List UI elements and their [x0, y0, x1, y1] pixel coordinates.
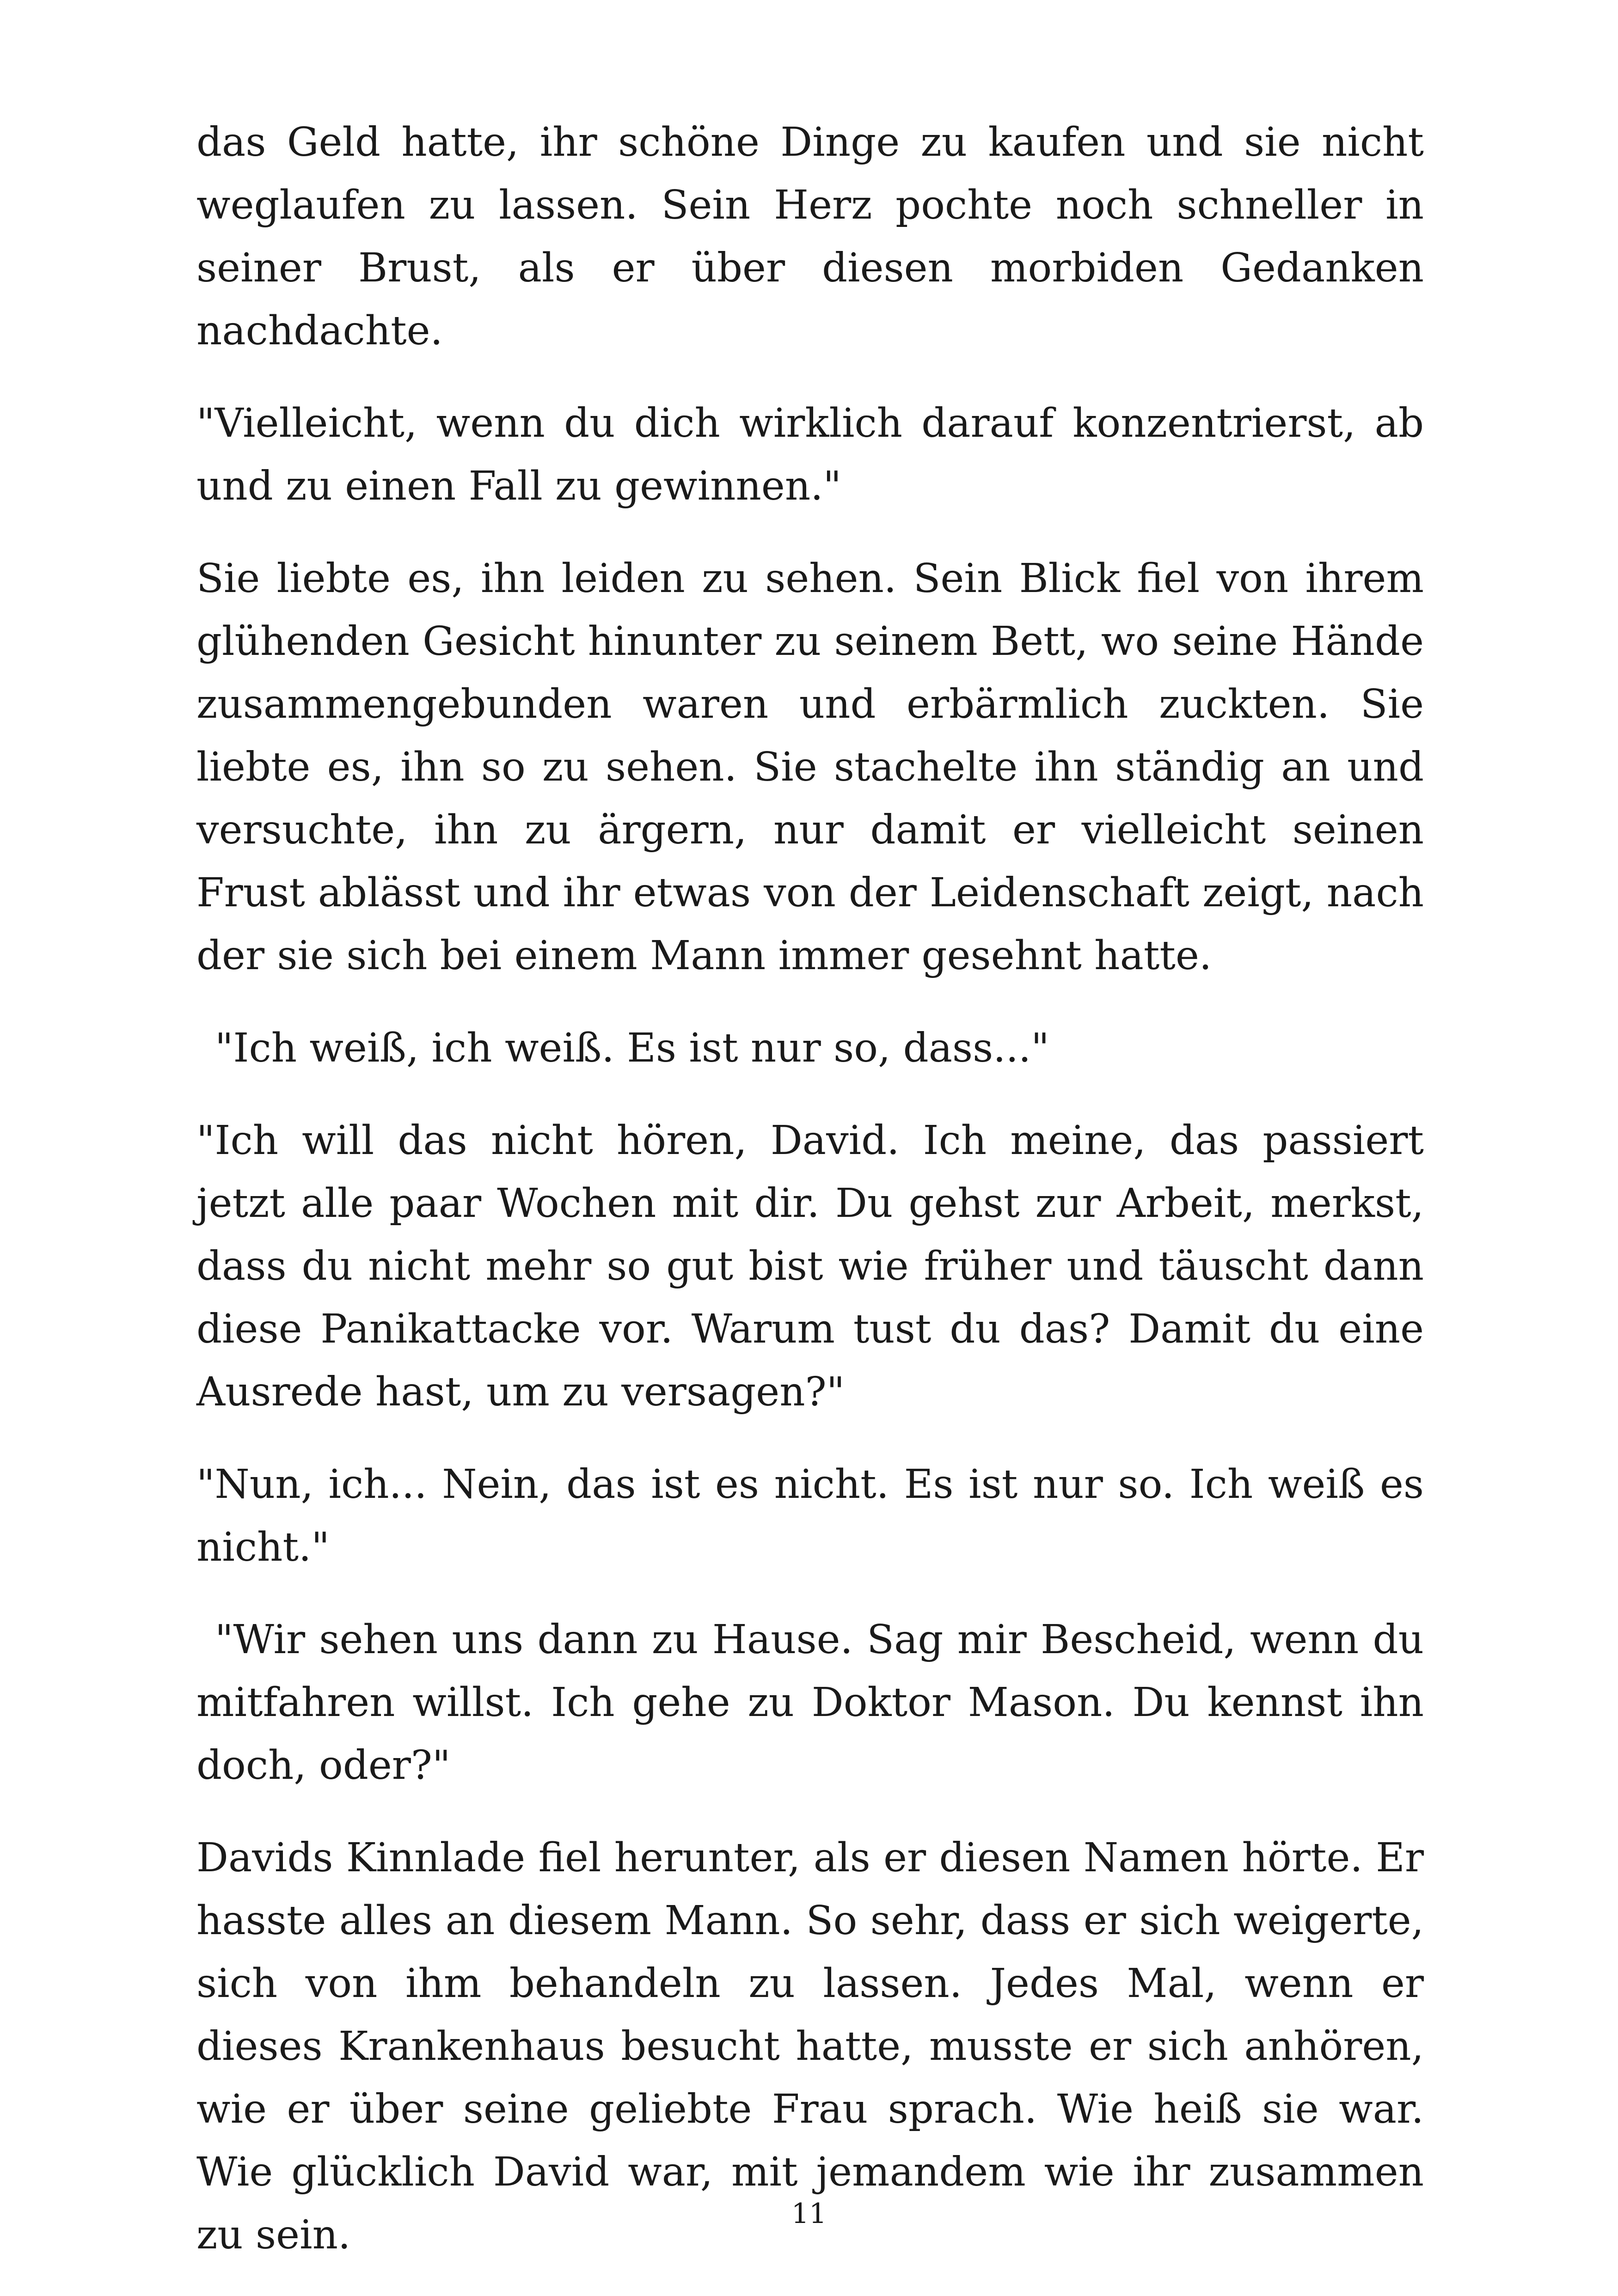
body-text [196, 111, 1424, 2296]
page-number: 11 [791, 2198, 827, 2230]
paragraph: "Ich will das nicht hören, David. Ich meine, das passiert jetzt alle paar Wochen mit dir. Du gehst zur Arbeit, merkst, dass du nicht mehr so gut bist wie früher und täuscht dann diese Panikattacke vor. Warum tust du das? Damit du eine Ausrede hast, um zu versagen?" [196, 1117, 1424, 1415]
paragraph: "Wir sehen uns dann zu Hause. Sag mir Bescheid, wenn du mitfahren willst. Ich gehe zu Doktor Mason. Du kennst ihn doch, oder?" [196, 1617, 1424, 1789]
paragraph: das Geld hatte, ihr schöne Dinge zu kaufen und sie nicht weglaufen zu lassen. Sein Herz pochte noch schneller in seiner Brust, als er über diesen morbiden Gedanken nachdachte. [196, 119, 1424, 354]
paragraph: "Ich weiß, ich weiß. Es ist nur so, dass..." [215, 1025, 1049, 1071]
paragraph: Davids Kinnlade fiel herunter, als er diesen Namen hörte. Er hasste alles an diesem Mann. So sehr, dass er sich weigerte, sich von ihm behandeln zu lassen. Jedes Mal, wenn er dieses Krankenhaus besucht hatte, musste er sich anhören, wie er über seine geliebte Frau sprach. Wie heiß sie war. Wie glücklich David war, mit jemandem wie ihr zusammen zu sein. [196, 1835, 1424, 2258]
paragraph: "Vielleicht, wenn du dich wirklich darauf konzentrierst, ab und zu einen Fall zu gewinnen." [196, 400, 1424, 509]
paragraph: Sie liebte es, ihn leiden zu sehen. Sein Blick fiel von ihrem glühenden Gesicht hinunter zu seinem Bett, wo seine Hände zusammengebunden waren und erbärmlich zuckten. Sie liebte es, ihn so zu sehen. Sie stachelte ihn ständig an und versuchte, ihn zu ärgern, nur damit er vielleicht seinen Frust ablässt und ihr etwas von der Leidenschaft zeigt, nach der sie sich bei einem Mann immer gesehnt hatte. [196, 556, 1424, 979]
paragraph: "Nun, ich... Nein, das ist es nicht. Es ist nur so. Ich weiß es nicht." [196, 1461, 1424, 1570]
